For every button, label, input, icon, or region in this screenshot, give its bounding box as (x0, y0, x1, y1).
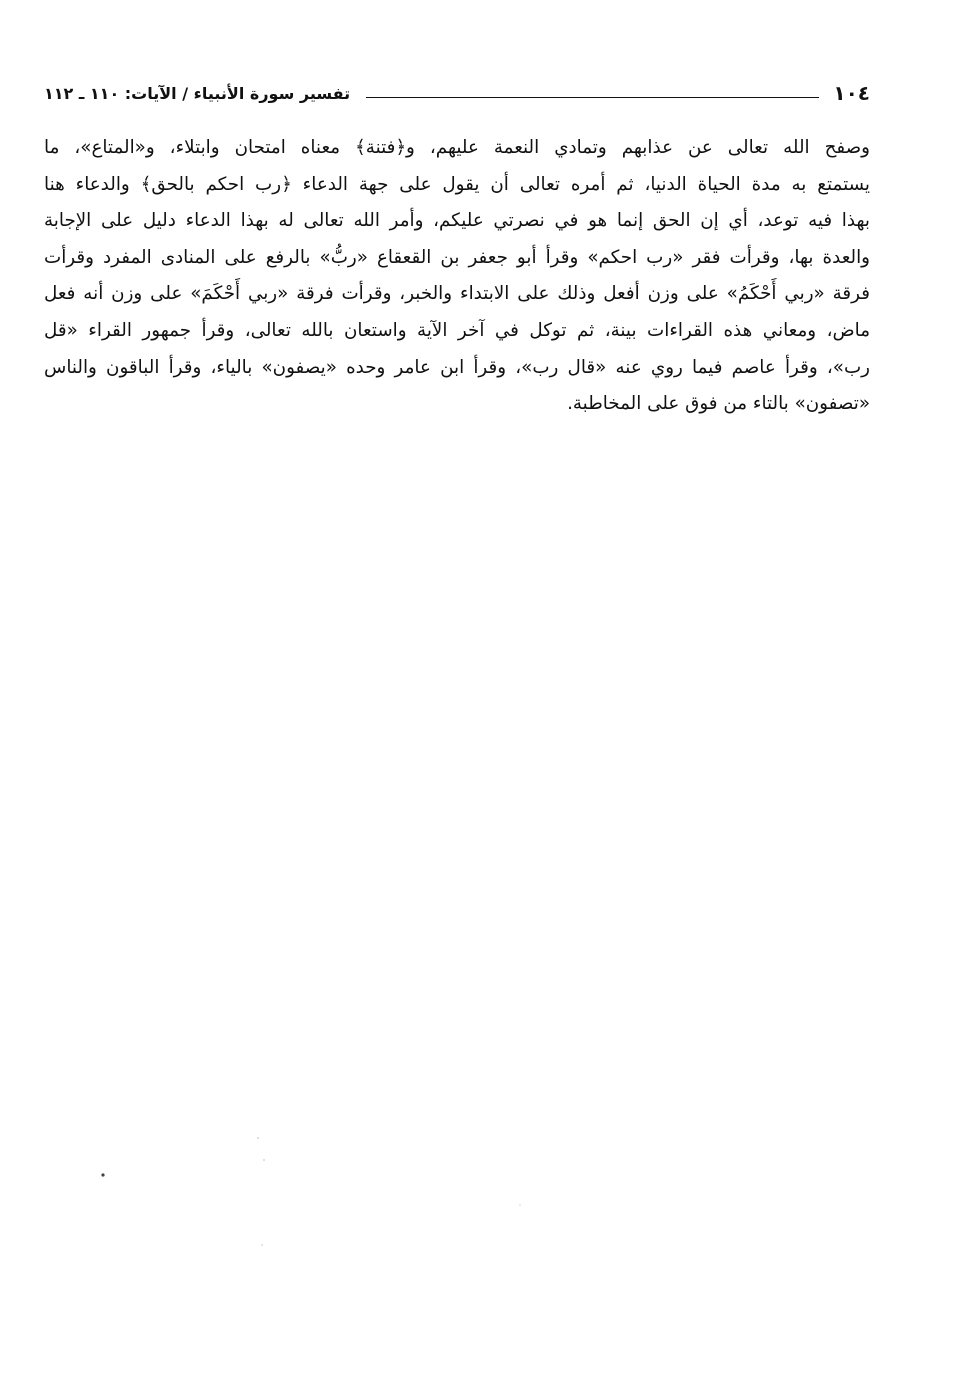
scan-speck (257, 1137, 259, 1139)
page-header (44, 78, 870, 108)
body-text (44, 130, 870, 423)
scan-speck (261, 1244, 263, 1246)
text-line: بهذا فيه توعد، أي إن الحق إنما هو في نصرتي عليكم، وأمر الله تعالى له بهذا الدعاء دليل على الإجابة (44, 210, 870, 232)
text-line: «تصفون» بالتاء من فوق على المخاطبة. (567, 393, 870, 415)
page-number: ١٠٤ (833, 81, 870, 105)
scan-speck (519, 1204, 520, 1205)
text-line: فرقة «ربي أَحْكَمُ» على وزن أفعل وذلك على الابتداء والخبر، وقرأت فرقة «ربي أَحْكَمَ» على وزن أنه فعل (44, 283, 870, 305)
text-line: رب»، وقرأ عاصم فيما روي عنه «قال رب»، وقرأ ابن عامر وحده «يصفون» بالياء، وقرأ الباقون والناس (44, 356, 870, 378)
header-rule (366, 97, 819, 98)
text-line: يستمتع به مدة الحياة الدنيا، ثم أمره تعالى أن يقول على جهة الدعاء ﴿رب احكم بالحق﴾ والدعاء هنا (44, 173, 870, 195)
text-line: ماض، ومعاني هذه القراءات بينة، ثم توكل في آخر الآية واستعان بالله تعالى، وقرأ جمهور القراء «قل (44, 319, 870, 341)
scan-speck (101, 1173, 104, 1176)
text-line: وصفح الله تعالى عن عذابهم وتمادي النعمة عليهم، و﴿فتنة﴾ معناه امتحان وابتلاء، و«المتاع»، ما (44, 137, 870, 158)
running-title: تفسير سورة الأنبياء / الآيات: ١١٠ ـ ١١٢ (44, 83, 351, 103)
text-line: والعدة بها، وقرأت فقر «رب احكم» وقرأ أبو جعفر بن القعقاع «ربُّ» بالرفع على المنادى المفرد وقرأت (44, 246, 870, 268)
scan-speck (263, 1159, 265, 1161)
